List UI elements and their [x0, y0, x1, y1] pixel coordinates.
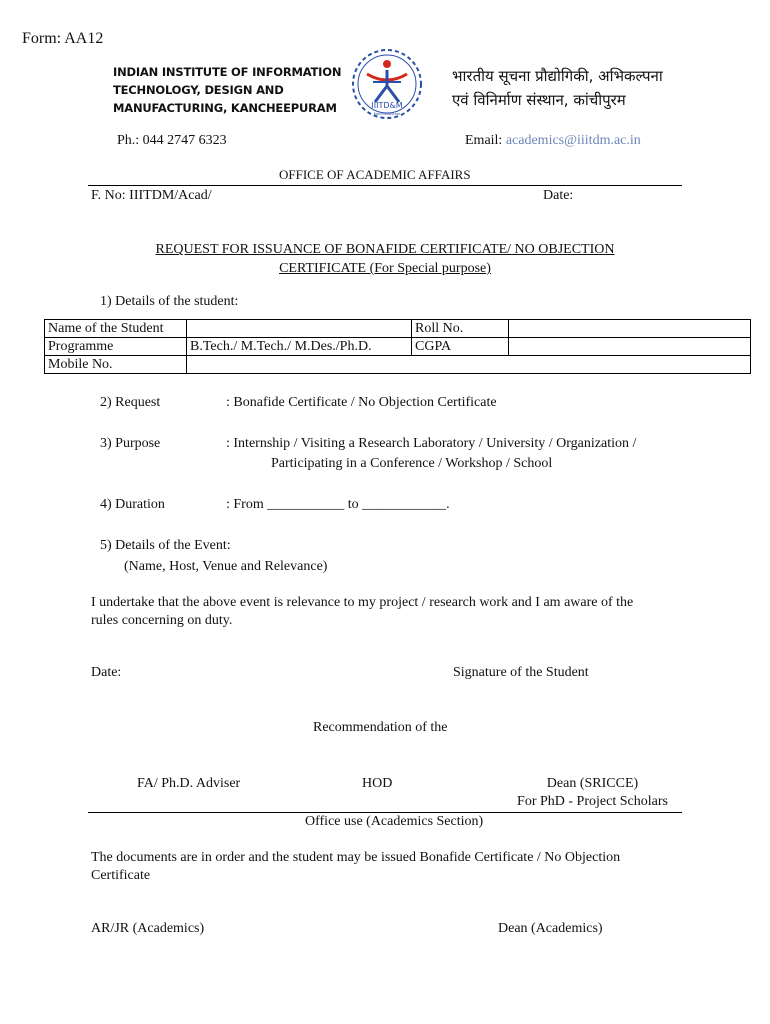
cgpa-label: CGPA: [412, 338, 509, 356]
office-heading: OFFICE OF ACADEMIC AFFAIRS: [279, 167, 471, 182]
documents-statement-line: Certificate: [91, 868, 151, 883]
form-title-line: REQUEST FOR ISSUANCE OF BONAFIDE CERTIFICATE/ NO OBJECTION: [155, 242, 615, 257]
purpose-label: 3) Purpose: [100, 436, 161, 451]
table-row: [45, 320, 751, 338]
purpose-value-continued: Participating in a Conference / Workshop / School: [271, 456, 553, 471]
student-date-label: Date:: [91, 665, 122, 680]
mobile-label: Mobile No.: [45, 356, 187, 374]
request-label: 2) Request: [100, 395, 161, 410]
email-link[interactable]: academics@iiitdm.ac.in: [505, 133, 641, 148]
file-number: F. No: IIITDM/Acad/: [91, 188, 212, 203]
form-code: Form: AA12: [22, 30, 104, 47]
office-use-heading: Office use (Academics Section): [305, 814, 484, 829]
request-value: : Bonafide Certificate / No Objection Certificate: [226, 395, 497, 410]
institute-name-hindi-line: एवं विनिर्माण संस्थान, कांचीपुरम: [452, 91, 626, 109]
date-label: Date:: [543, 188, 574, 203]
dean-sricce-signatory: Dean (SRICCE): [546, 776, 639, 791]
event-label: 5) Details of the Event:: [100, 538, 231, 553]
institute-name-english: [113, 63, 341, 117]
dean-academics-signatory: Dean (Academics): [498, 921, 603, 936]
logo-subtext: Kancheepuram: [373, 112, 401, 116]
table-row: [45, 338, 751, 356]
student-signature-label: Signature of the Student: [453, 665, 589, 680]
mobile-field[interactable]: [187, 356, 751, 374]
documents-statement-line: The documents are in order and the student may be issued Bonafide Certificate / No Objection: [91, 850, 621, 865]
institute-name-hindi-line: भारतीय सूचना प्रौद्योगिकी, अभिकल्पना: [452, 67, 663, 85]
hod-signatory: HOD: [362, 776, 393, 791]
event-subtext: (Name, Host, Venue and Relevance): [124, 559, 328, 574]
institute-name-line: MANUFACTURING, KANCHEEPURAM: [113, 101, 337, 115]
programme-field[interactable]: B.Tech./ M.Tech./ M.Des./Ph.D.: [187, 338, 412, 356]
office-use-divider: [88, 812, 682, 813]
cgpa-field[interactable]: [509, 338, 751, 356]
fa-signatory: FA/ Ph.D. Adviser: [137, 776, 241, 791]
ar-jr-signatory: AR/JR (Academics): [91, 921, 205, 936]
roll-label: Roll No.: [412, 320, 509, 338]
student-details-table: [44, 319, 751, 374]
undertaking-line: rules concerning on duty.: [91, 613, 233, 628]
email-label: Email:: [465, 133, 506, 148]
phone-number: Ph.: 044 2747 6323: [117, 133, 227, 148]
institute-name-line: TECHNOLOGY, DESIGN AND: [113, 83, 284, 97]
purpose-value: : Internship / Visiting a Research Laboratory / University / Organization /: [226, 436, 637, 451]
name-label: Name of the Student: [45, 320, 187, 338]
dean-sricce-note: For PhD - Project Scholars: [517, 794, 668, 809]
recommendation-heading: Recommendation of the: [313, 720, 448, 735]
email-line: [465, 133, 641, 149]
programme-label: Programme: [45, 338, 187, 356]
header-divider: [88, 185, 682, 186]
duration-label: 4) Duration: [100, 497, 165, 512]
institute-name-line: INDIAN INSTITUTE OF INFORMATION: [113, 65, 342, 79]
duration-value[interactable]: : From ___________ to ____________.: [226, 497, 450, 512]
table-row: [45, 356, 751, 374]
roll-field[interactable]: [509, 320, 751, 338]
undertaking-line: I undertake that the above event is relevance to my project / research work and I am aware of the: [91, 595, 634, 610]
institute-name-hindi: [452, 64, 663, 112]
institute-logo: [345, 42, 429, 126]
form-title: [100, 240, 670, 278]
section-student-details: 1) Details of the student:: [100, 294, 239, 309]
logo-text: IIITD&M: [371, 101, 403, 110]
name-field[interactable]: [187, 320, 412, 338]
form-title-line: CERTIFICATE (For Special purpose): [279, 261, 491, 276]
